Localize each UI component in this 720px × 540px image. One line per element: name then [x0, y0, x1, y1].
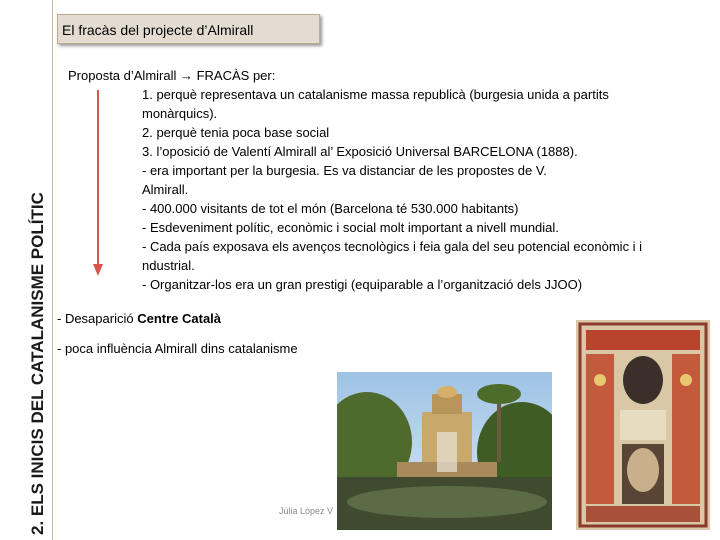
text-line: - 400.000 visitants de tot el món (Barcelona té 530.000 habitants) — [142, 201, 519, 216]
text-line: Almirall. — [142, 182, 189, 197]
slide-title: El fracàs del projecte d’Almirall — [57, 14, 320, 44]
park-fountain-photo — [337, 372, 552, 530]
exposition-poster-image — [576, 320, 710, 530]
text-line: - Esdeveniment polític, econòmic i social molt important a nivell mundial. — [142, 220, 559, 235]
bullet-centre-catala — [57, 311, 221, 326]
section-title: 2. ELS INICIS DEL CATALANISME POLÍTIC — [28, 192, 47, 535]
text-line: 1. perquè representava un catalanisme massa republicà (burgesia unida a partits — [142, 87, 609, 102]
side-divider — [52, 0, 53, 540]
bullet-influence: - poca influència Almirall dins catalanisme — [57, 341, 298, 356]
bullet-text: - Desaparició — [57, 311, 138, 326]
text-line: 3. l’oposició de Valentí Almirall al’ Exposició Universal BARCELONA (1888). — [142, 144, 578, 159]
text-line: 2. perquè tenia poca base social — [142, 125, 330, 140]
bullet-bold-text: Centre Català — [137, 311, 222, 326]
text-line: - Cada país exposava els avenços tecnològics i feia gala del seu potencial econòmic i i — [142, 239, 643, 254]
text-line: Proposta d’Almirall → FRACÀS per: — [68, 68, 276, 83]
text-line: ndustrial. — [142, 258, 195, 273]
text-line: - Organitzar-los era un gran prestigi (equiparable a l’organització dels JJOO) — [142, 277, 583, 292]
content-text — [68, 66, 708, 294]
footer-author: Júlia López V — [279, 506, 334, 516]
text-line: monàrquics). — [142, 106, 218, 121]
text-line: - era important per la burgesia. Es va distanciar de les propostes de V. — [142, 163, 547, 178]
